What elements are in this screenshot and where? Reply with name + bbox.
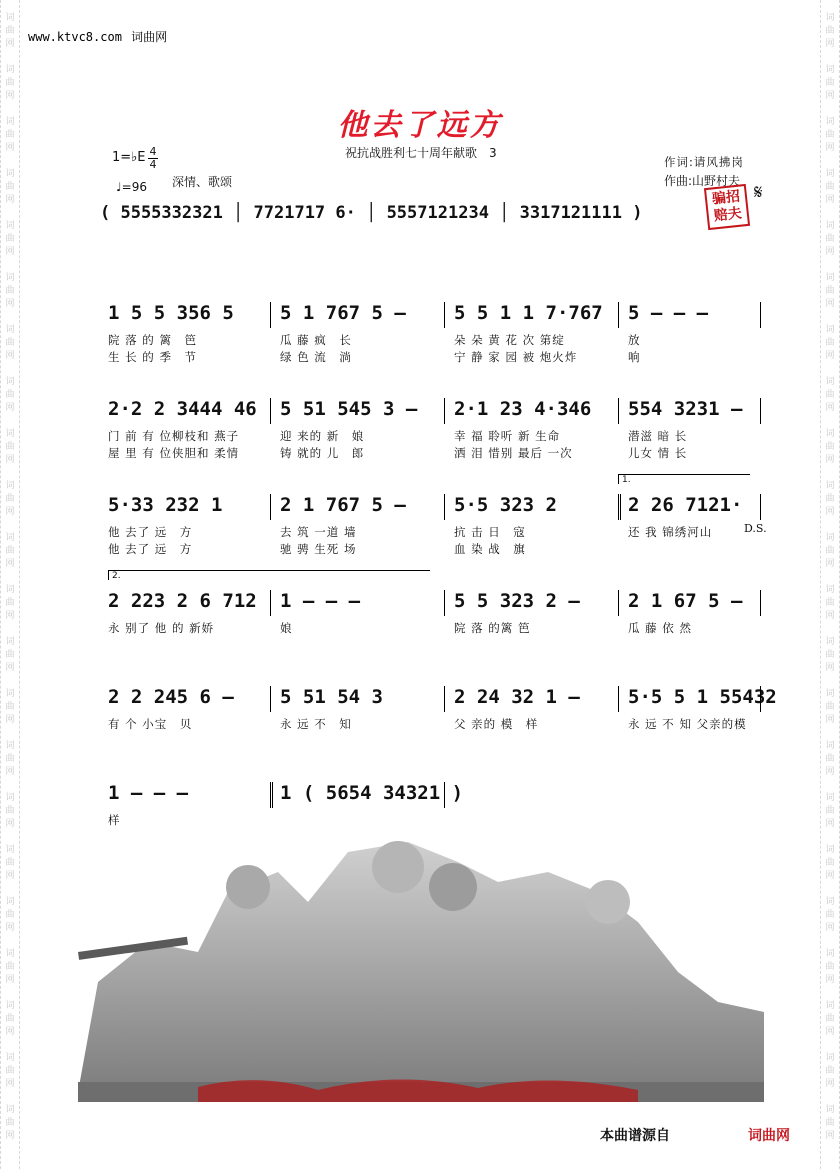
watermark-glyph: 网	[5, 871, 15, 881]
watermark-glyph: 曲	[825, 1118, 835, 1128]
watermark-glyph: 网	[825, 247, 835, 257]
watermark-glyph: 曲	[825, 910, 835, 920]
watermark-glyph: 曲	[825, 546, 835, 556]
key-signature: 1=♭E	[112, 150, 146, 165]
watermark-glyph: 曲	[5, 182, 15, 192]
measure-notes: 1 – – –	[280, 590, 361, 612]
watermark-glyph: 词	[5, 13, 15, 23]
watermark-glyph: 词	[825, 793, 835, 803]
watermark-glyph: 曲	[825, 702, 835, 712]
lyric-line: 宁 静 家 园 被 炮火炸	[454, 350, 578, 364]
watermark-glyph: 曲	[5, 286, 15, 296]
watermark-glyph: 词	[825, 325, 835, 335]
watermark-glyph: 词	[5, 1001, 15, 1011]
bar-line	[270, 590, 271, 616]
lyric-line: 潜滋 暗 长	[628, 429, 688, 443]
watermark-glyph: 网	[825, 351, 835, 361]
measure-notes: 5 5 1 1 7·767	[454, 302, 603, 324]
right-watermark-strip	[820, 0, 840, 1169]
site-name: 词曲网	[131, 30, 168, 44]
watermark-glyph: 网	[5, 507, 15, 517]
watermark-glyph: 网	[5, 403, 15, 413]
measure-notes: 554 3231 –	[628, 398, 743, 420]
watermark-glyph: 曲	[825, 286, 835, 296]
source-label: 本曲谱源自	[600, 1128, 670, 1144]
watermark-glyph: 曲	[5, 806, 15, 816]
lyric-line: 洒 泪 惜别 最后 一次	[454, 446, 573, 460]
site-url-text[interactable]: www.ktvc8.com	[28, 30, 122, 44]
watermark-glyph: 词	[825, 117, 835, 127]
bar-line	[618, 398, 619, 424]
watermark-glyph: 网	[5, 1027, 15, 1037]
watermark-glyph: 网	[5, 1131, 15, 1141]
watermark-glyph: 网	[825, 143, 835, 153]
watermark-glyph: 词	[5, 273, 15, 283]
watermark-glyph: 词	[825, 949, 835, 959]
lyric-line: 幸 福 聆听 新 生命	[454, 429, 561, 443]
watermark-glyph: 词	[5, 429, 15, 439]
watermark-glyph: 曲	[825, 182, 835, 192]
watermark-glyph: 网	[5, 663, 15, 673]
bar-line	[444, 686, 445, 712]
bar-line	[444, 494, 445, 520]
watermark-glyph: 网	[5, 819, 15, 829]
watermark-glyph: 曲	[825, 754, 835, 764]
lyric-line: 永 远 不 知	[280, 717, 352, 731]
bar-line	[618, 494, 622, 520]
measure-notes: 1 5 5 356 5	[108, 302, 234, 324]
watermark-glyph: 词	[5, 325, 15, 335]
watermark-glyph: 网	[825, 767, 835, 777]
watermark-glyph: 词	[825, 689, 835, 699]
segno-sign: 𝄋	[754, 180, 763, 204]
watermark-glyph: 曲	[5, 598, 15, 608]
lyric-line: 迎 来的 新 娘	[280, 429, 365, 443]
watermark-glyph: 曲	[825, 1066, 835, 1076]
bar-line	[760, 686, 761, 712]
watermark-glyph: 曲	[825, 234, 835, 244]
lyric-line: 永 远 不 知 父亲的模	[628, 717, 747, 731]
measure-notes: 2 1 67 5 –	[628, 590, 743, 612]
watermark-glyph: 曲	[825, 442, 835, 452]
bar-line	[270, 302, 271, 328]
lyric-line: 娘	[280, 621, 293, 635]
lyric-line: 放	[628, 333, 641, 347]
lyric-line: 儿女 情 长	[628, 446, 688, 460]
lyric-line: 还 我 锦绣河山	[628, 525, 713, 539]
measure-notes: 2 26 7121·	[628, 494, 743, 516]
bar-line	[618, 590, 619, 616]
lyric-line: 瓜 藤 依 然	[628, 621, 692, 635]
watermark-glyph: 词	[825, 1105, 835, 1115]
watermark-glyph: 网	[5, 455, 15, 465]
watermark-glyph: 词	[5, 637, 15, 647]
expression-marking: 深情、歌颂	[172, 175, 233, 189]
lyric-line: 永 别了 他 的 新娇	[108, 621, 215, 635]
measure-notes: 5·5 5 1 55432	[628, 686, 777, 708]
measure-notes: 5·5 323 2	[454, 494, 557, 516]
watermark-glyph: 曲	[5, 130, 15, 140]
watermark-glyph: 曲	[825, 962, 835, 972]
watermark-glyph: 曲	[5, 702, 15, 712]
watermark-glyph: 曲	[825, 26, 835, 36]
watermark-glyph: 曲	[5, 1066, 15, 1076]
monument-sculpture-image	[78, 832, 764, 1102]
bar-line	[444, 398, 445, 424]
watermark-glyph: 曲	[5, 338, 15, 348]
watermark-glyph: 网	[5, 351, 15, 361]
watermark-glyph: 词	[825, 13, 835, 23]
site-url[interactable]	[28, 28, 167, 45]
watermark-glyph: 词	[825, 481, 835, 491]
watermark-glyph: 网	[825, 403, 835, 413]
watermark-glyph: 词	[825, 1053, 835, 1063]
volta-bracket: 2.	[108, 570, 430, 580]
watermark-glyph: 网	[825, 611, 835, 621]
bar-line	[270, 398, 271, 424]
watermark-glyph: 网	[5, 715, 15, 725]
lyricist-credit: 作词:请风拂岗	[664, 155, 744, 169]
watermark-glyph: 曲	[5, 442, 15, 452]
lyric-line: 铸 就的 儿 郎	[280, 446, 365, 460]
watermark-glyph: 词	[825, 741, 835, 751]
watermark-glyph: 曲	[5, 650, 15, 660]
watermark-glyph: 曲	[5, 234, 15, 244]
bar-line	[270, 686, 271, 712]
watermark-glyph: 网	[5, 975, 15, 985]
watermark-glyph: 网	[825, 39, 835, 49]
bar-line	[760, 398, 761, 424]
measure-notes: 2 1 767 5 –	[280, 494, 406, 516]
measure-notes: 2 223 2 6 712	[108, 590, 257, 612]
dal-segno-marking: D.S.	[744, 522, 767, 535]
watermark-glyph: 网	[825, 715, 835, 725]
bar-line	[444, 302, 445, 328]
watermark-glyph: 网	[825, 663, 835, 673]
intro-notation: ( 5555332321 │ 7721717 6· │ 5557121234 │ 3317121111 )	[100, 203, 643, 223]
bar-line	[270, 494, 271, 520]
left-watermark-strip	[0, 0, 20, 1169]
watermark-glyph: 网	[825, 1027, 835, 1037]
watermark-glyph: 曲	[5, 962, 15, 972]
watermark-glyph: 网	[5, 39, 15, 49]
measure-notes: 2 2 245 6 –	[108, 686, 234, 708]
watermark-glyph: 词	[5, 1105, 15, 1115]
watermark-glyph: 曲	[825, 858, 835, 868]
watermark-glyph: 词	[5, 377, 15, 387]
lyric-line: 样	[108, 813, 121, 827]
lyric-line: 血 染 战 旗	[454, 542, 526, 556]
watermark-glyph: 词	[5, 117, 15, 127]
watermark-glyph: 词	[5, 481, 15, 491]
watermark-glyph: 曲	[825, 650, 835, 660]
lyric-line: 瓜 藤 疯 长	[280, 333, 352, 347]
lyric-line: 门 前 有 位柳枝和 燕子	[108, 429, 240, 443]
watermark-glyph: 词	[5, 845, 15, 855]
watermark-glyph: 网	[825, 455, 835, 465]
measure-notes: 5·33 232 1	[108, 494, 223, 516]
watermark-glyph: 网	[5, 611, 15, 621]
song-subtitle: 祝抗战胜利七十周年献歌 3	[345, 146, 497, 160]
watermark-glyph: 词	[825, 897, 835, 907]
measure-notes: 5 51 54 3	[280, 686, 383, 708]
watermark-glyph: 词	[5, 741, 15, 751]
watermark-glyph: 词	[5, 221, 15, 231]
lyric-line: 他 去了 远 方	[108, 525, 193, 539]
watermark-glyph: 网	[5, 91, 15, 101]
bar-line	[760, 494, 761, 520]
watermark-glyph: 词	[825, 585, 835, 595]
watermark-glyph: 网	[825, 975, 835, 985]
watermark-glyph: 网	[5, 195, 15, 205]
bar-line	[760, 302, 761, 328]
watermark-glyph: 网	[825, 1079, 835, 1089]
lyric-line: 有 个 小宝 贝	[108, 717, 193, 731]
lyric-line: 院 落 的篱 笆	[454, 621, 531, 635]
bar-line	[444, 590, 445, 616]
watermark-glyph: 网	[825, 923, 835, 933]
time-bottom: 4	[149, 158, 157, 171]
watermark-glyph: 曲	[5, 494, 15, 504]
watermark-glyph: 曲	[825, 130, 835, 140]
lyric-line: 父 亲的 模 样	[454, 717, 539, 731]
tempo-marking: ♩=96	[116, 180, 147, 194]
watermark-glyph: 词	[5, 65, 15, 75]
watermark-glyph: 曲	[5, 858, 15, 868]
watermark-glyph: 词	[825, 429, 835, 439]
watermark-glyph: 词	[825, 169, 835, 179]
watermark-glyph: 词	[5, 689, 15, 699]
time-signature	[148, 146, 158, 171]
watermark-glyph: 词	[825, 65, 835, 75]
composer-credit: 作曲:山野村夫	[664, 174, 741, 188]
watermark-glyph: 词	[825, 1001, 835, 1011]
watermark-glyph: 词	[5, 949, 15, 959]
lyric-line: 院 落 的 篱 笆	[108, 333, 197, 347]
watermark-glyph: 网	[5, 767, 15, 777]
lyric-line: 朵 朵 黄 花 次 第绽	[454, 333, 565, 347]
bar-line	[618, 302, 619, 328]
bar-line	[444, 782, 445, 808]
watermark-glyph: 词	[825, 533, 835, 543]
watermark-glyph: 词	[825, 377, 835, 387]
watermark-glyph: 网	[825, 1131, 835, 1141]
watermark-glyph: 网	[825, 195, 835, 205]
lyric-line: 绿 色 流 淌	[280, 350, 352, 364]
source-brand-link[interactable]: 词曲网	[748, 1128, 790, 1144]
song-title: 他去了远方	[337, 108, 503, 143]
watermark-glyph: 网	[5, 299, 15, 309]
watermark-glyph: 曲	[5, 390, 15, 400]
measure-notes: 5 1 767 5 –	[280, 302, 406, 324]
watermark-glyph: 网	[825, 871, 835, 881]
lyric-line: 他 去了 远 方	[108, 542, 193, 556]
lyric-line: 生 长 的 季 节	[108, 350, 197, 364]
watermark-glyph: 网	[825, 507, 835, 517]
watermark-glyph: 词	[5, 169, 15, 179]
watermark-glyph: 曲	[825, 806, 835, 816]
watermark-glyph: 词	[5, 585, 15, 595]
watermark-glyph: 词	[5, 533, 15, 543]
watermark-glyph: 词	[825, 637, 835, 647]
watermark-glyph: 词	[5, 1053, 15, 1063]
watermark-glyph: 词	[825, 221, 835, 231]
watermark-glyph: 曲	[825, 494, 835, 504]
bar-line	[270, 782, 274, 808]
watermark-glyph: 词	[825, 845, 835, 855]
watermark-glyph: 网	[825, 299, 835, 309]
watermark-glyph: 网	[5, 247, 15, 257]
measure-notes: 2·1 23 4·346	[454, 398, 592, 420]
lyric-line: 响	[628, 350, 641, 364]
watermark-glyph: 曲	[5, 1118, 15, 1128]
watermark-glyph: 曲	[5, 754, 15, 764]
watermark-glyph: 网	[5, 923, 15, 933]
watermark-glyph: 网	[825, 91, 835, 101]
watermark-glyph: 曲	[825, 78, 835, 88]
measure-notes: 5 51 545 3 –	[280, 398, 418, 420]
measure-notes: 1 ( 5654 34321 )	[280, 782, 464, 804]
bar-line	[760, 590, 761, 616]
measure-notes: 2 24 32 1 –	[454, 686, 580, 708]
watermark-glyph: 曲	[5, 910, 15, 920]
watermark-glyph: 曲	[825, 390, 835, 400]
watermark-glyph: 网	[825, 819, 835, 829]
watermark-glyph: 网	[5, 1079, 15, 1089]
watermark-glyph: 词	[5, 793, 15, 803]
watermark-glyph: 曲	[5, 78, 15, 88]
watermark-glyph: 曲	[5, 546, 15, 556]
watermark-glyph: 曲	[825, 1014, 835, 1024]
lyric-line: 去 筑 一道 墙	[280, 525, 357, 539]
measure-notes: 5 – – –	[628, 302, 709, 324]
watermark-glyph: 曲	[5, 26, 15, 36]
watermark-glyph: 曲	[5, 1014, 15, 1024]
watermark-glyph: 网	[5, 143, 15, 153]
watermark-glyph: 网	[825, 559, 835, 569]
lyric-line: 驰 骋 生死 场	[280, 542, 357, 556]
volta-bracket: 1.	[618, 474, 750, 484]
watermark-glyph: 词	[5, 897, 15, 907]
measure-notes: 1 – – –	[108, 782, 189, 804]
measure-notes: 2·2 2 3444 46	[108, 398, 257, 420]
measure-notes: 5 5 323 2 –	[454, 590, 580, 612]
seal-stamp: 骗招 赔夫	[704, 184, 750, 230]
time-top: 4	[149, 145, 157, 158]
watermark-glyph: 曲	[825, 598, 835, 608]
watermark-glyph: 网	[5, 559, 15, 569]
watermark-glyph: 曲	[825, 338, 835, 348]
lyric-line: 屋 里 有 位侠胆和 柔情	[108, 446, 240, 460]
watermark-glyph: 词	[825, 273, 835, 283]
lyric-line: 抗 击 日 寇	[454, 525, 526, 539]
bar-line	[618, 686, 619, 712]
